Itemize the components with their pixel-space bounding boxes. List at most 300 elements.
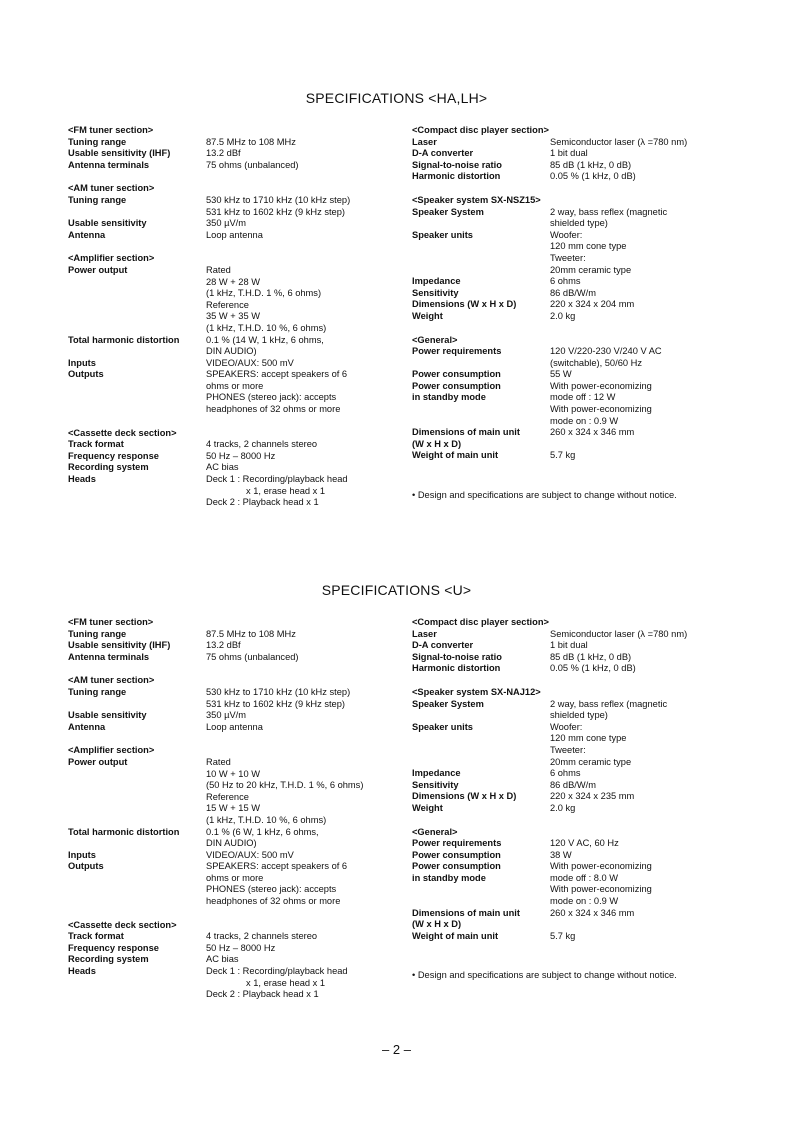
spec-label: [412, 427, 550, 450]
spec-value-line: 0.05 % (1 kHz, 0 dB): [550, 663, 636, 674]
spec-label-line: Dimensions (W x H x D): [412, 791, 517, 802]
spec-row: [68, 195, 388, 218]
spec-value-line: 6 ohms: [550, 276, 581, 287]
spec-value-line: Deck 2 : Playback head x 1: [206, 989, 319, 1000]
spec-value: [550, 427, 742, 450]
spec-value-line: 75 ohms (unbalanced): [206, 159, 299, 170]
spec-label: [68, 137, 206, 149]
spec-value-line: With power-economizing: [550, 861, 652, 872]
spec-row: [412, 803, 742, 815]
spec-label: [412, 311, 550, 323]
spec-label-line: Power requirements: [412, 838, 502, 849]
spec-value: [550, 369, 742, 381]
spec-label-line: Power output: [68, 264, 128, 275]
spec-label-line: Recording system: [68, 954, 149, 965]
spec-row: [412, 230, 742, 276]
spec-value: [550, 148, 742, 160]
spec-value-line: PHONES (stereo jack): accepts: [206, 884, 337, 895]
spec-row: [412, 791, 742, 803]
spec-row: [412, 299, 742, 311]
spec-section: [412, 827, 742, 943]
spec-row: [68, 265, 388, 335]
spec-value: [206, 148, 388, 160]
spec-value: [206, 966, 388, 1001]
spec-value: [550, 299, 742, 311]
spec-label: [68, 462, 206, 474]
spec-label-line: Power consumption: [412, 369, 501, 380]
spec-row: [68, 652, 388, 664]
section-title: <AM tuner section>: [68, 183, 155, 194]
spec-row: [412, 381, 742, 427]
spec-value: [206, 335, 388, 358]
spec-label: [68, 451, 206, 463]
spec-label-line: Impedance: [412, 768, 461, 779]
spec-value-line: SPEAKERS: accept speakers of 6: [206, 861, 348, 872]
spec-value: [550, 230, 742, 276]
spec-value-line: 531 kHz to 1602 kHz (9 kHz step): [206, 698, 345, 709]
spec-value-line: (1 kHz, T.H.D. 1 %, 6 ohms): [206, 288, 322, 299]
spec-label-line: Tuning range: [68, 628, 127, 639]
spec-row: [68, 335, 388, 358]
spec-value-line: 38 W: [550, 849, 572, 860]
spec-value-line: 75 ohms (unbalanced): [206, 651, 299, 662]
section-title: <FM tuner section>: [68, 617, 154, 627]
spec-value: [550, 699, 742, 722]
spec-value-line: 5.7 kg: [550, 450, 576, 461]
spec-value-line: 50 Hz – 8000 Hz: [206, 450, 276, 461]
spec-label: [412, 850, 550, 862]
spec-value-line: 55 W: [550, 369, 572, 380]
spec-value-line: (1 kHz, T.H.D. 10 %, 6 ohms): [206, 322, 327, 333]
spec-label-line: Impedance: [412, 276, 461, 287]
spec-row: [412, 450, 742, 462]
spec-label-line: Inputs: [68, 357, 96, 368]
spec-label-line: Power consumption: [412, 380, 501, 391]
spec-label: [68, 369, 206, 415]
spec-section: [412, 125, 742, 183]
spec-value-line: 20mm ceramic type: [550, 756, 632, 767]
spec-row: [412, 768, 742, 780]
spec-value-line: shielded type): [550, 710, 608, 721]
change-notice: • Design and specifications are subject to change without notice.: [412, 490, 677, 500]
spec-label-line: Dimensions of main unit: [412, 907, 520, 918]
spec-label: [68, 629, 206, 641]
spec-row: [412, 346, 742, 369]
spec-row: [68, 137, 388, 149]
spec-row: [412, 838, 742, 850]
spec-value: [206, 358, 388, 370]
spec-value-line: 120 mm cone type: [550, 241, 627, 252]
spec-value: [550, 850, 742, 862]
spec-label: [68, 722, 206, 734]
spec-row: [68, 358, 388, 370]
spec-value: [550, 663, 742, 675]
spec-value-line: DIN AUDIO): [206, 346, 257, 357]
spec-label: [68, 757, 206, 827]
spec-value: [206, 629, 388, 641]
spec-value-line: 20mm ceramic type: [550, 264, 632, 275]
spec-row: [68, 439, 388, 451]
spec-row: [68, 462, 388, 474]
spec-value-line: 4 tracks, 2 channels stereo: [206, 931, 318, 942]
spec-label-line: Antenna terminals: [68, 651, 150, 662]
spec-section: [68, 745, 388, 907]
spec-value: [206, 652, 388, 664]
spec-label-line: Power requirements: [412, 346, 502, 357]
spec-label: [68, 710, 206, 722]
spec-value: [550, 861, 742, 907]
spec-label: [68, 861, 206, 907]
spec-row: [68, 629, 388, 641]
spec-label: [412, 148, 550, 160]
page-title: SPECIFICATIONS <U>: [321, 582, 472, 598]
spec-value: [550, 908, 742, 931]
spec-row: [68, 148, 388, 160]
spec-row: [68, 474, 388, 509]
spec-label: [68, 954, 206, 966]
spec-value-line: 350 µV/m: [206, 710, 246, 721]
spec-section: [68, 428, 388, 509]
spec-value-line: 86 dB/W/m: [550, 287, 596, 298]
spec-value: [206, 195, 388, 218]
spec-value-line: 6 ohms: [550, 768, 581, 779]
spec-label-line: Frequency response: [68, 450, 159, 461]
spec-label-line: D-A converter: [412, 148, 474, 159]
spec-value-line: SPEAKERS: accept speakers of 6: [206, 369, 348, 380]
spec-value-line: VIDEO/AUX: 500 mV: [206, 357, 294, 368]
spec-label-line: Tuning range: [68, 136, 127, 147]
spec-value: [206, 137, 388, 149]
spec-value: [550, 768, 742, 780]
spec-value-line: 0.05 % (1 kHz, 0 dB): [550, 171, 636, 182]
spec-row: [68, 687, 388, 710]
left-column: [68, 617, 388, 1001]
section-title: <AM tuner section>: [68, 675, 155, 686]
spec-value-line: 15 W + 15 W: [206, 803, 260, 814]
spec-row: [412, 931, 742, 943]
spec-value-line: 220 x 324 x 204 mm: [550, 299, 635, 310]
spec-value-line: 350 µV/m: [206, 218, 246, 229]
spec-label: [412, 299, 550, 311]
spec-value: [550, 288, 742, 300]
spec-row: [68, 757, 388, 827]
spec-row: [412, 276, 742, 288]
spec-label-line: Weight of main unit: [412, 930, 499, 941]
spec-value: [550, 722, 742, 768]
spec-value: [550, 629, 742, 641]
spec-label-line: Signal-to-noise ratio: [412, 651, 502, 662]
spec-value: [550, 803, 742, 815]
spec-row: [68, 931, 388, 943]
spec-label-line: Track format: [68, 439, 124, 450]
section-title: <General>: [412, 826, 458, 837]
spec-label: [412, 652, 550, 664]
spec-value-line: Loop antenna: [206, 229, 263, 240]
spec-label-line: Track format: [68, 931, 124, 942]
spec-value-line: 2 way, bass reflex (magnetic: [550, 206, 668, 217]
spec-label: [68, 160, 206, 172]
right-column: [412, 617, 742, 942]
spec-label-line: Weight of main unit: [412, 450, 499, 461]
spec-row: [412, 369, 742, 381]
spec-label-line: Inputs: [68, 849, 96, 860]
spec-value: [206, 954, 388, 966]
spec-row: [412, 850, 742, 862]
spec-label: [68, 358, 206, 370]
spec-value: [206, 722, 388, 734]
spec-label-line: Total harmonic distortion: [68, 334, 180, 345]
spec-label: [412, 663, 550, 675]
spec-value-line: Semiconductor laser (λ =780 nm): [550, 628, 688, 639]
spec-value: [550, 137, 742, 149]
spec-label-line: Harmonic distortion: [412, 663, 501, 674]
spec-value: [550, 207, 742, 230]
spec-value-line: x 1, erase head x 1: [246, 977, 326, 988]
spec-label-line: Signal-to-noise ratio: [412, 159, 502, 170]
spec-value-line: Tweeter:: [550, 744, 586, 755]
spec-label: [68, 230, 206, 242]
spec-value: [550, 160, 742, 172]
spec-label: [68, 931, 206, 943]
spec-label: [412, 276, 550, 288]
spec-value-line: PHONES (stereo jack): accepts: [206, 392, 337, 403]
spec-value-line: mode off : 12 W: [550, 392, 616, 403]
spec-row: [412, 652, 742, 664]
spec-label-line: Harmonic distortion: [412, 171, 501, 182]
spec-value-line: 28 W + 28 W: [206, 276, 260, 287]
section-title: <Speaker system SX-NSZ15>: [412, 194, 541, 205]
spec-value-line: 87.5 MHz to 108 MHz: [206, 136, 296, 147]
spec-value: [206, 931, 388, 943]
spec-label-line: Frequency response: [68, 942, 159, 953]
spec-label: [68, 943, 206, 955]
section-title: <Compact disc player section>: [412, 617, 549, 627]
spec-value-line: 2.0 kg: [550, 802, 576, 813]
right-column: [412, 125, 742, 462]
spec-value: [550, 450, 742, 462]
spec-label: [412, 780, 550, 792]
spec-value: [550, 791, 742, 803]
spec-label: [68, 195, 206, 218]
spec-label-line: Antenna: [68, 721, 106, 732]
spec-value-line: 120 V AC, 60 Hz: [550, 838, 619, 849]
spec-row: [68, 943, 388, 955]
spec-value: [206, 757, 388, 827]
spec-value-line: Loop antenna: [206, 721, 263, 732]
spec-value-line: With power-economizing: [550, 380, 652, 391]
spec-label-line: Weight: [412, 310, 443, 321]
spec-label-line: Speaker System: [412, 206, 484, 217]
spec-row: [68, 710, 388, 722]
spec-value-line: (1 kHz, T.H.D. 10 %, 6 ohms): [206, 814, 327, 825]
spec-value-line: 260 x 324 x 346 mm: [550, 427, 635, 438]
spec-value-line: 220 x 324 x 235 mm: [550, 791, 635, 802]
spec-value-line: Woofer:: [550, 721, 583, 732]
spec-value-line: (switchable), 50/60 Hz: [550, 357, 642, 368]
spec-value-line: 85 dB (1 kHz, 0 dB): [550, 159, 632, 170]
section-title: <Amplifier section>: [68, 745, 155, 756]
spec-label-line: Sensitivity: [412, 287, 459, 298]
spec-value: [206, 687, 388, 710]
spec-row: [412, 160, 742, 172]
spec-row: [68, 451, 388, 463]
spec-row: [412, 663, 742, 675]
spec-section: [68, 253, 388, 415]
spec-value-line: Deck 1 : Recording/playback head: [206, 474, 348, 485]
spec-value: [550, 931, 742, 943]
spec-label: [412, 861, 550, 907]
spec-row: [412, 207, 742, 230]
spec-label: [412, 838, 550, 850]
spec-row: [68, 827, 388, 850]
spec-label-line: Antenna terminals: [68, 159, 150, 170]
spec-value-line: Tweeter:: [550, 252, 586, 263]
spec-value: [550, 346, 742, 369]
spec-value-line: 87.5 MHz to 108 MHz: [206, 628, 296, 639]
spec-value-line: mode on : 0.9 W: [550, 896, 619, 907]
spec-value: [550, 652, 742, 664]
spec-label-line: Power output: [68, 756, 128, 767]
spec-row: [68, 218, 388, 230]
spec-label: [68, 652, 206, 664]
spec-label: [68, 827, 206, 850]
spec-label: [412, 137, 550, 149]
spec-value-line: ohms or more: [206, 872, 264, 883]
spec-label: [412, 791, 550, 803]
spec-row: [412, 908, 742, 931]
spec-label-line: Tuning range: [68, 194, 127, 205]
spec-value-line: Reference: [206, 791, 249, 802]
spec-label-line: Outputs: [68, 369, 104, 380]
spec-value: [206, 218, 388, 230]
spec-value-line: Deck 1 : Recording/playback head: [206, 966, 348, 977]
spec-label: [68, 850, 206, 862]
section-title: <Cassette deck section>: [68, 427, 177, 438]
spec-value-line: 120 mm cone type: [550, 733, 627, 744]
spec-label-line: Usable sensitivity: [68, 710, 147, 721]
spec-label-line: in standby mode: [412, 392, 486, 403]
spec-row: [68, 966, 388, 1001]
spec-label-line: Heads: [68, 966, 96, 977]
spec-label-line: Weight: [412, 802, 443, 813]
spec-value-line: AC bias: [206, 462, 239, 473]
spec-label: [412, 369, 550, 381]
spec-label-line: Usable sensitivity: [68, 218, 147, 229]
section-title: <Speaker system SX-NAJ12>: [412, 686, 541, 697]
spec-value-line: 50 Hz – 8000 Hz: [206, 942, 276, 953]
spec-value: [550, 381, 742, 427]
spec-label: [68, 640, 206, 652]
page-title: SPECIFICATIONS <HA,LH>: [305, 90, 488, 106]
spec-value: [206, 861, 388, 907]
spec-label-line: Total harmonic distortion: [68, 826, 180, 837]
spec-section: [68, 183, 388, 241]
spec-label: [68, 439, 206, 451]
spec-value-line: Rated: [206, 264, 231, 275]
spec-section: [68, 125, 388, 171]
spec-value-line: 260 x 324 x 346 mm: [550, 907, 635, 918]
spec-value: [550, 311, 742, 323]
spec-label: [412, 288, 550, 300]
spec-value: [550, 171, 742, 183]
spec-row: [68, 722, 388, 734]
spec-value-line: 120 V/220-230 V/240 V AC: [550, 346, 662, 357]
spec-label: [412, 160, 550, 172]
spec-value-line: Woofer:: [550, 229, 583, 240]
left-column: [68, 125, 388, 509]
spec-label: [412, 640, 550, 652]
spec-value-line: AC bias: [206, 954, 239, 965]
spec-label: [412, 171, 550, 183]
spec-label: [412, 768, 550, 780]
spec-label: [68, 265, 206, 335]
spec-label: [68, 474, 206, 509]
spec-row: [68, 369, 388, 415]
spec-label-line: Recording system: [68, 462, 149, 473]
spec-label-line: Power consumption: [412, 849, 501, 860]
spec-row: [68, 160, 388, 172]
spec-label-line: (W x H x D): [412, 438, 462, 449]
spec-label-line: Speaker units: [412, 721, 473, 732]
spec-value: [206, 369, 388, 415]
spec-value-line: ohms or more: [206, 380, 264, 391]
spec-value-line: 13.2 dBf: [206, 640, 241, 651]
spec-row: [412, 780, 742, 792]
spec-label-line: Antenna: [68, 229, 106, 240]
section-title: <Amplifier section>: [68, 253, 155, 264]
spec-value-line: Reference: [206, 299, 249, 310]
spec-value: [206, 439, 388, 451]
spec-value: [206, 462, 388, 474]
page-number: – 2 –: [382, 1042, 411, 1057]
spec-value-line: 2 way, bass reflex (magnetic: [550, 698, 668, 709]
spec-value-line: With power-economizing: [550, 404, 652, 415]
spec-value-line: 1 bit dual: [550, 148, 588, 159]
spec-section: [412, 617, 742, 675]
spec-row: [68, 230, 388, 242]
spec-row: [412, 288, 742, 300]
spec-row: [412, 148, 742, 160]
spec-row: [412, 699, 742, 722]
spec-label-line: Usable sensitivity (IHF): [68, 148, 171, 159]
spec-label: [68, 218, 206, 230]
spec-label: [68, 966, 206, 1001]
spec-section: [68, 675, 388, 733]
spec-label: [412, 230, 550, 276]
spec-value-line: Semiconductor laser (λ =780 nm): [550, 136, 688, 147]
spec-value-line: 86 dB/W/m: [550, 779, 596, 790]
spec-label-line: Laser: [412, 628, 437, 639]
spec-row: [412, 427, 742, 450]
spec-label: [412, 381, 550, 427]
spec-label-line: (W x H x D): [412, 919, 462, 930]
spec-value-line: 1 bit dual: [550, 640, 588, 651]
spec-row: [68, 954, 388, 966]
spec-value: [206, 640, 388, 652]
spec-label-line: Dimensions of main unit: [412, 427, 520, 438]
spec-value-line: 4 tracks, 2 channels stereo: [206, 439, 318, 450]
spec-value-line: x 1, erase head x 1: [246, 485, 326, 496]
spec-label-line: Usable sensitivity (IHF): [68, 640, 171, 651]
spec-label-line: Speaker units: [412, 229, 473, 240]
spec-section: [412, 195, 742, 323]
spec-label: [412, 722, 550, 768]
spec-label-line: Dimensions (W x H x D): [412, 299, 517, 310]
spec-label: [412, 931, 550, 943]
spec-row: [68, 640, 388, 652]
spec-label: [412, 450, 550, 462]
spec-value-line: 13.2 dBf: [206, 148, 241, 159]
